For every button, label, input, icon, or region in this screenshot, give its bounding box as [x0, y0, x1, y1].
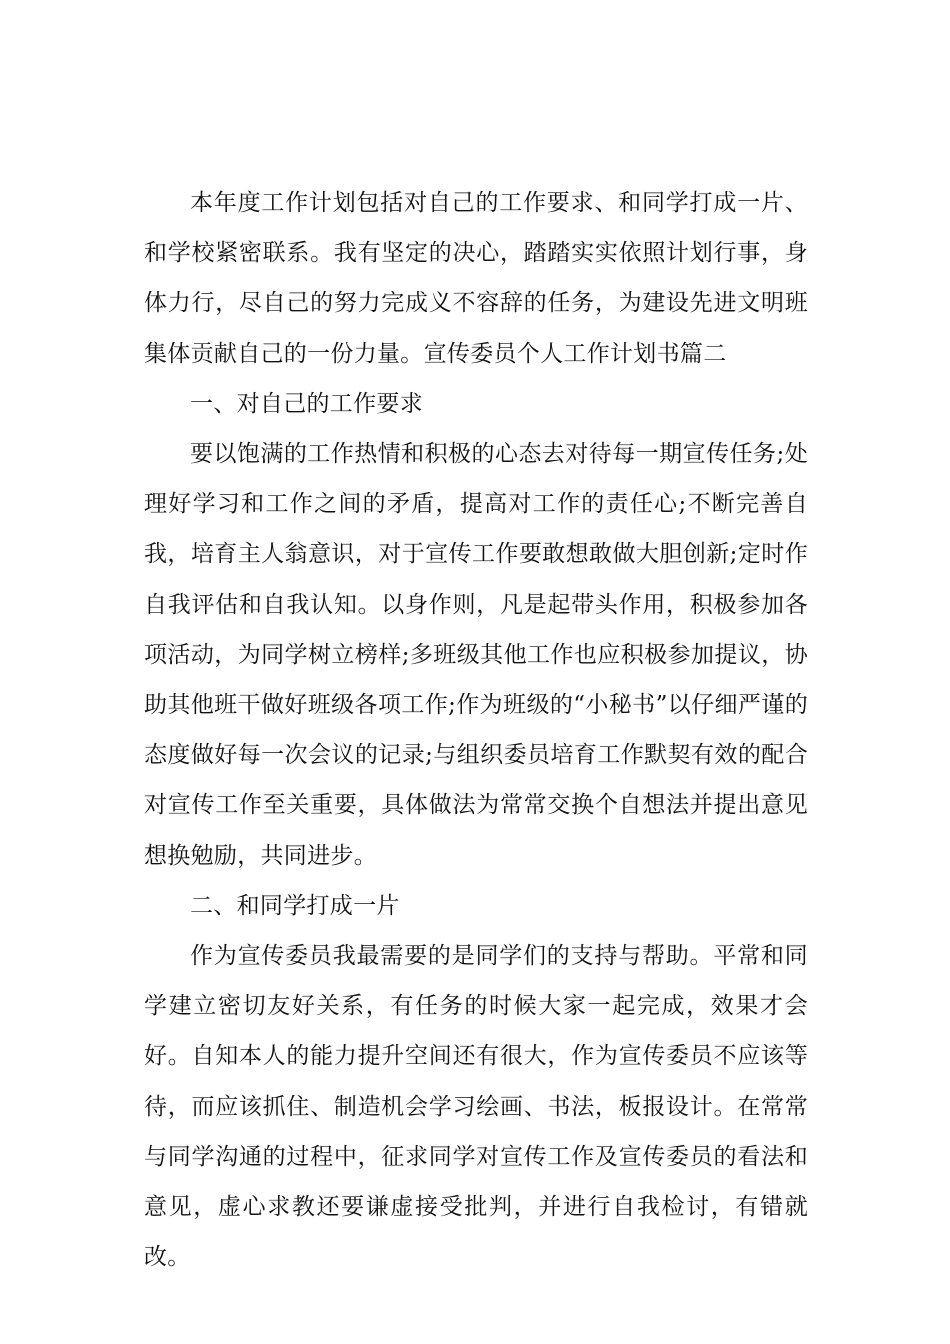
- section-heading-self-requirements: 一、对自己的工作要求: [190, 390, 423, 417]
- document-body: [144, 178, 808, 1282]
- section-heading-classmates: 二、和同学打成一片: [190, 892, 400, 919]
- paragraph-self-requirements: 要以饱满的工作热情和积极的心态去对待每一期宣传任务;处理好学习和工作之间的矛盾，提高对工作的责任心;不断完善自我，培育主人翁意识，对于宣传工作要敢想敢做大胆创新;定时作自我评估和自我认知。以身作则，凡是起带头作用，积极参加各项活动，为同学树立榜样;多班级其他工作也应积极参加提议，协助其他班干做好班级各项工作;作为班级的“小秘书”以仔细严谨的态度做好每一次会议的记录;与组织委员培育工作默契有效的配合对宣传工作至关重要，具体做法为常常交换个自想法并提出意见想换勉励，共同进步。: [144, 441, 808, 869]
- paragraph-intro: 本年度工作计划包括对自己的工作要求、和同学打成一片、和学校紧密联系。我有坚定的决心，踏踏实实依照计划行事，身体力行，尽自己的努力完成义不容辞的任务，为建设先进文明班集体贡献自己的一份力量。宣传委员个人工作计划书篇二: [144, 190, 808, 367]
- paragraph-classmates: 作为宣传委员我最需要的是同学们的支持与帮助。平常和同学建立密切友好关系，有任务的时候大家一起完成，效果才会好。自知本人的能力提升空间还有很大，作为宣传委员不应该等待，而应该抓住、制造机会学习绘画、书法，板报设计。在常常与同学沟通的过程中，征求同学对宣传工作及宣传委员的看法和意见，虚心求教还要谦虚接受批判，并进行自我检讨，有错就改。: [144, 943, 808, 1271]
